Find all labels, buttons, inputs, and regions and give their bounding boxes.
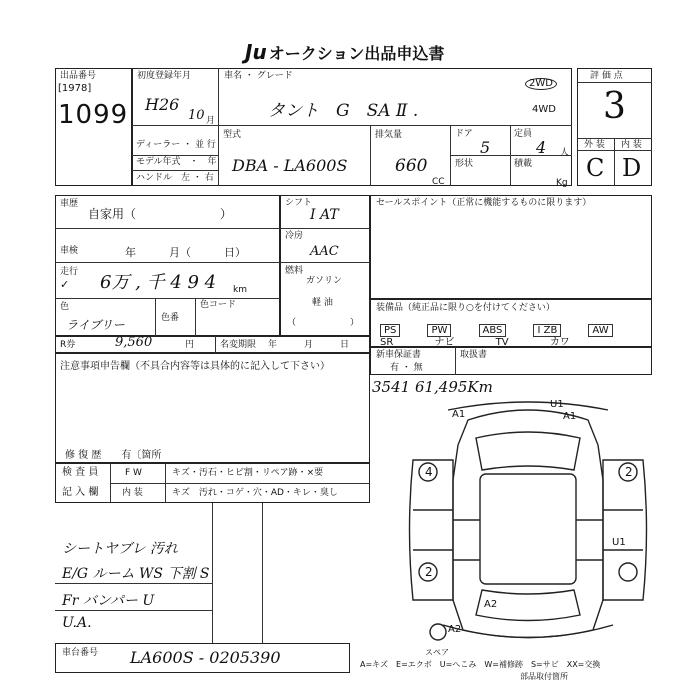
- type-label: 型式: [223, 130, 242, 140]
- form-title: [245, 40, 444, 64]
- diag-2-right: 2: [625, 465, 633, 479]
- score-label: 評 価 点: [590, 71, 623, 81]
- recycle-label: R券: [60, 340, 76, 350]
- equip-aw: AW: [588, 324, 612, 337]
- sales-label: セールスポイント（正常に機能するものに限ります）: [376, 198, 592, 208]
- equip-ps: PS: [380, 324, 400, 337]
- fuel-diesel: 軽 油: [312, 298, 333, 308]
- ext-label: 外 装: [584, 140, 605, 150]
- remark-2: E/G ルーム WS 下割 S: [62, 566, 210, 582]
- mileage-label: 走行: [60, 267, 79, 277]
- load-unit: Kg: [556, 178, 568, 188]
- fuel-other: （ ）: [287, 318, 360, 328]
- reg-year: H26: [145, 95, 180, 114]
- shape-label: 形状: [455, 159, 474, 169]
- inspector-interior: 内 装: [122, 488, 143, 498]
- legend-line: A=キズ E=エクボ U=へこみ W=補修跡 S=サビ XX=交換: [360, 660, 601, 669]
- odo-note: 3541 61,495Km: [372, 378, 493, 396]
- rename-label: 名変期限: [220, 340, 257, 350]
- int-value: D: [622, 154, 642, 182]
- shift-label: シフト: [285, 198, 313, 208]
- mileage-check: ✓: [60, 278, 70, 291]
- diag-u1-top: U1: [550, 399, 564, 410]
- chassis-value: LA600S - 0205390: [130, 648, 281, 667]
- remark-3: Fr バンパー U: [62, 593, 155, 609]
- lot-number: 1099: [58, 100, 129, 130]
- reg-month-unit: 月: [206, 116, 216, 126]
- ext-value: C: [586, 154, 605, 182]
- drive-2wd: 2WD: [525, 78, 557, 90]
- type-value: DBA - LA600S: [232, 156, 348, 175]
- reg-label: 初度登録年月: [137, 71, 192, 81]
- warranty-label: 新車保証書: [376, 350, 422, 360]
- door-label: ドア: [455, 129, 473, 139]
- score-value: 3: [603, 86, 626, 127]
- title-text: オークション出品申込書: [268, 44, 445, 63]
- recycle-value: 9,560: [115, 335, 153, 350]
- equip-label: 装備品（純正品に限り○を付けてください）: [376, 303, 555, 313]
- rename-value: 年 月 日: [268, 340, 350, 350]
- equip-izb: I ZB: [533, 324, 561, 337]
- equip-sr: SR: [380, 337, 394, 348]
- cap-unit: 人: [560, 148, 570, 158]
- equip-navi: ナビ: [434, 337, 455, 348]
- inspector-label-1: 検 査 員: [62, 467, 99, 478]
- notes-label: 注意事項申告欄（不具合内容等は具体的に記入して下さい）: [60, 361, 330, 372]
- inspection-value: 年 月（ 日）: [125, 246, 246, 259]
- door-value: 5: [480, 138, 491, 157]
- legend-sub: 部品取付箇所: [520, 672, 568, 681]
- color-label: 色: [60, 302, 70, 312]
- diag-a2: A2: [484, 599, 498, 610]
- model-year-option: モデル年式 ・ 年: [136, 157, 217, 167]
- equip-kawa: カワ: [549, 337, 570, 348]
- recycle-unit: 円: [185, 340, 195, 350]
- lot-label: 出品番号: [60, 71, 97, 81]
- equip-abs: ABS: [479, 324, 507, 337]
- equip-tv: TV: [495, 337, 509, 348]
- mileage-value: 6万 , 千 4 9 4: [100, 272, 217, 293]
- model-value: タント G SA Ⅱ .: [268, 101, 419, 121]
- disp-unit: CC: [432, 177, 445, 187]
- int-items: キズ 汚れ・コゲ・穴・AD・キレ・臭し: [172, 488, 338, 498]
- model-label: 車名 ・ グレード: [224, 71, 293, 81]
- color-code-label: 色コード: [200, 300, 237, 310]
- remark-4: U.A.: [62, 615, 92, 631]
- diag-a2-bottom: A2: [448, 624, 462, 635]
- manual-label: 取扱書: [460, 350, 488, 360]
- diag-a1-right: A1: [563, 411, 577, 422]
- inspection-label: 車検: [60, 246, 79, 256]
- usage-label: 車歴: [60, 199, 79, 209]
- top-info-box: [132, 68, 572, 186]
- cap-value: 4: [536, 138, 547, 157]
- lot-sub: [1978]: [58, 83, 92, 94]
- drive-4wd: 4WD: [532, 104, 556, 115]
- fuel-gas: ガソリン: [306, 276, 343, 286]
- int-label: 内 装: [621, 140, 642, 150]
- ac-label: 冷房: [285, 231, 304, 241]
- reg-month: 10: [188, 108, 205, 123]
- brand-logo: Ju: [245, 40, 267, 64]
- usage-value: 自家用（ ）: [88, 207, 233, 221]
- ac-value: AAC: [310, 244, 339, 259]
- disp-value: 660: [395, 156, 428, 176]
- warranty-value: 有 ・ 無: [390, 363, 423, 373]
- diag-spare: スペア: [425, 648, 449, 657]
- mileage-unit: km: [233, 285, 247, 295]
- car-damage-diagram: [398, 400, 658, 650]
- load-label: 積載: [514, 159, 533, 169]
- repair-history: 修 復 歴 有〔箇所: [65, 450, 162, 461]
- disp-label: 排気量: [375, 130, 403, 140]
- sales-box: [370, 195, 652, 299]
- color-num-label: 色番: [161, 313, 180, 323]
- shift-value: I AT: [310, 207, 339, 223]
- inspector-label-2: 記 入 欄: [62, 487, 99, 498]
- inspector-fw: F W: [125, 468, 142, 478]
- handle-option: ハンドル 左 ・ 右: [136, 173, 214, 183]
- color-value: ライブリー: [66, 318, 125, 332]
- remark-1: シートヤブレ 汚れ: [62, 541, 178, 557]
- chassis-label: 車台番号: [62, 648, 99, 658]
- equip-row2: [380, 333, 570, 348]
- diag-4: 4: [425, 465, 433, 479]
- diag-u1-right: U1: [612, 537, 626, 548]
- cap-label: 定員: [514, 129, 533, 139]
- diag-2-left: 2: [425, 565, 433, 579]
- fw-items: キズ・汚石・ヒビ割・リペア跡・×要: [172, 468, 324, 478]
- equip-pw: PW: [427, 324, 451, 337]
- fuel-label: 燃料: [285, 266, 304, 276]
- diag-a1-left: A1: [452, 409, 466, 420]
- dealer-option: ディーラー ・ 並 行: [136, 140, 216, 150]
